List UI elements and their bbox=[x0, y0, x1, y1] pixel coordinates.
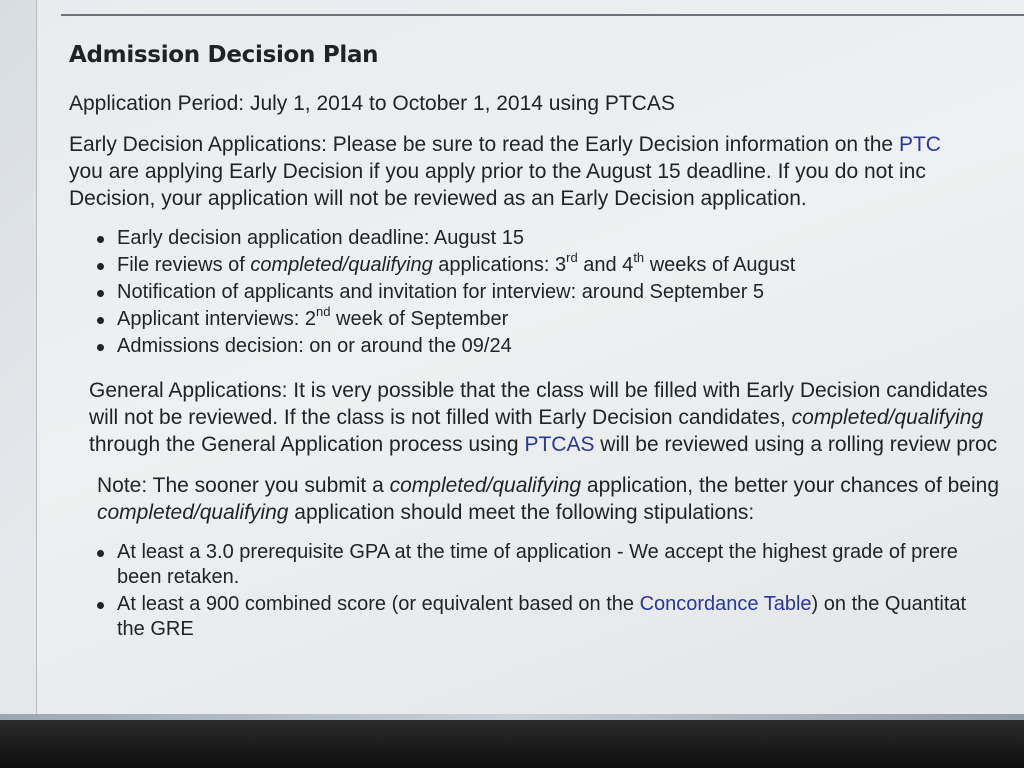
application-period: Application Period: July 1, 2014 to October 1, 2014 using PTCAS bbox=[69, 92, 675, 115]
list-item: Early decision application deadline: August 15 bbox=[97, 226, 1024, 251]
list-item: At least a 900 combined score (or equivalent based on the Concordance Table) on the Quantitat the GRE bbox=[97, 592, 1024, 642]
early-decision-line-2: you are applying Early Decision if you apply prior to the August 15 deadline. If you do not inc bbox=[69, 160, 926, 183]
general-applications-paragraph bbox=[89, 377, 1024, 458]
note-paragraph bbox=[97, 472, 1024, 526]
ptcas-link[interactable]: PTC bbox=[898, 133, 941, 156]
early-decision-line-3: Decision, your application will not be reviewed as an Early Decision application. bbox=[69, 187, 807, 210]
early-decision-timeline bbox=[97, 226, 1024, 359]
general-line-3: through the General Application process using PTCAS will be reviewed using a rolling review proc bbox=[89, 433, 998, 456]
concordance-table-link[interactable]: Concordance Table bbox=[639, 593, 812, 615]
general-line-2: will not be reviewed. If the class is not filled with Early Decision candidates, completed/qualifying bbox=[89, 406, 984, 429]
page-title: Admission Decision Plan bbox=[69, 42, 379, 68]
early-decision-paragraph bbox=[69, 131, 1024, 212]
early-decision-line-1: Early Decision Applications: Please be sure to read the Early Decision information on the PTC bbox=[69, 133, 941, 156]
general-line-1: General Applications: It is very possible that the class will be filled with Early Decision candidates bbox=[89, 379, 988, 402]
note-line-2: completed/qualifying application should meet the following stipulations: bbox=[97, 501, 755, 524]
list-item: Applicant interviews: 2nd week of September bbox=[97, 307, 1024, 332]
ptcas-link[interactable]: PTCAS bbox=[524, 433, 595, 456]
top-divider bbox=[61, 14, 1024, 16]
monitor-bezel bbox=[0, 720, 1024, 768]
page-content bbox=[69, 42, 1024, 660]
list-item: Notification of applicants and invitation for interview: around September 5 bbox=[97, 280, 1024, 305]
list-item: At least a 3.0 prerequisite GPA at the time of application - We accept the highest grade of prere been retaken. bbox=[97, 540, 1024, 590]
list-item: File reviews of completed/qualifying applications: 3rd and 4th weeks of August bbox=[97, 253, 1024, 278]
web-page bbox=[36, 0, 1024, 720]
list-item: Admissions decision: on or around the 09/24 bbox=[97, 334, 1024, 359]
note-line-1: Note: The sooner you submit a completed/qualifying application, the better your chances of being bbox=[97, 474, 1000, 497]
stipulations-list bbox=[97, 540, 1024, 642]
